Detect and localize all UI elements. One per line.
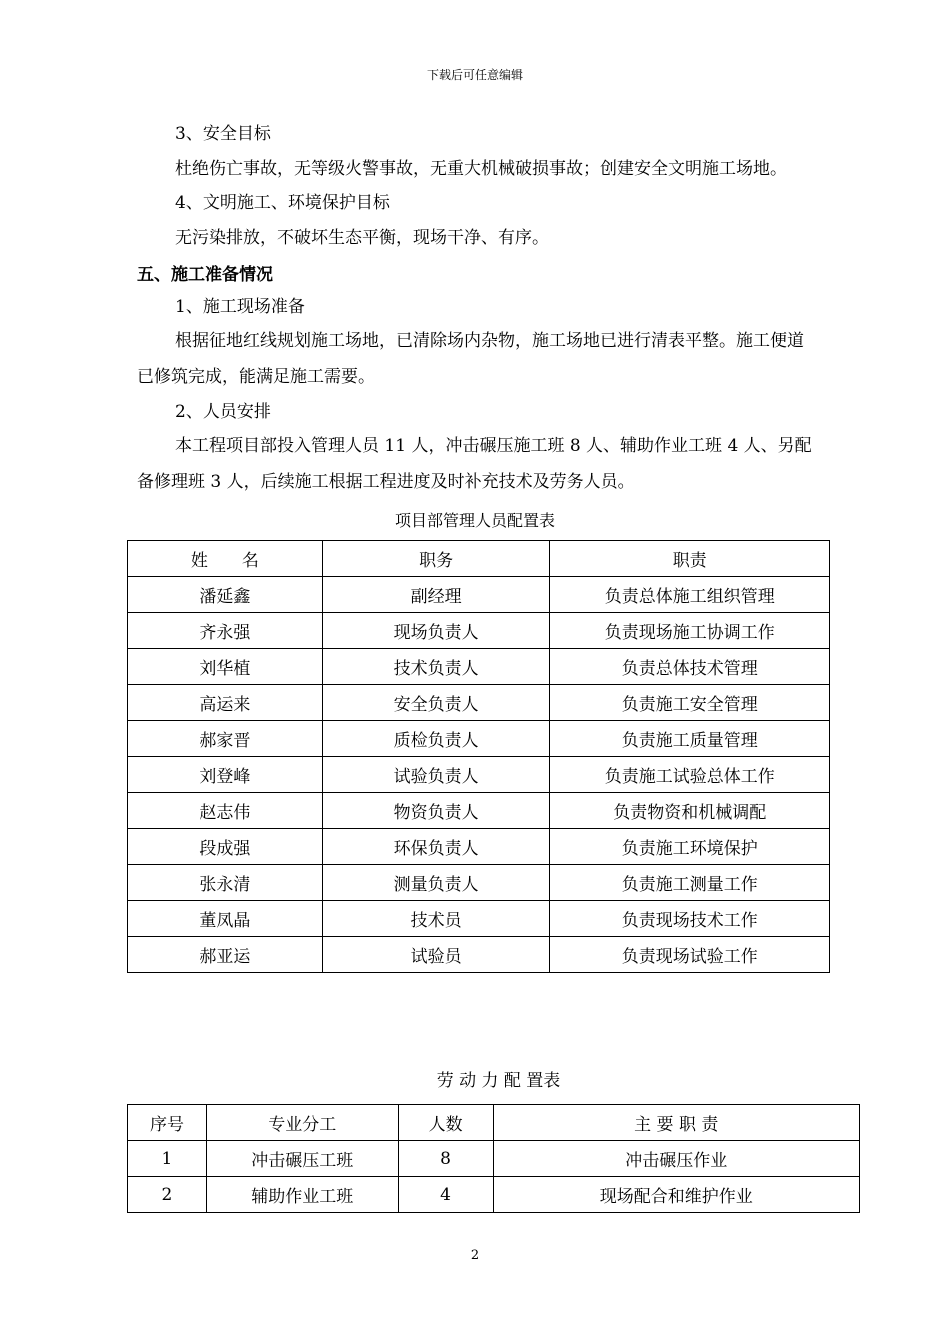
cell-position: 物资负责人 [322, 793, 550, 829]
table-row [128, 1177, 860, 1213]
paragraph-staff-line1: 本工程项目部投入管理人员 11 人，冲击碾压施工班 8 人、辅助作业工班 4 人、另配 [175, 436, 812, 456]
cell-main-duty: 现场配合和维护作业 [493, 1177, 859, 1213]
cell-name: 段成强 [128, 829, 323, 865]
labor-table-caption: 劳 动 力 配 置表 [436, 1071, 561, 1091]
cell-position: 副经理 [322, 577, 550, 613]
cell-specialty: 冲击碾压工班 [206, 1141, 398, 1177]
cell-index: 2 [128, 1177, 207, 1213]
page-header: 下载后可任意编辑 [426, 68, 523, 82]
cell-position: 安全负责人 [322, 685, 550, 721]
table-row [128, 901, 830, 937]
paragraph-site-line2: 已修筑完成，能满足施工需要。 [137, 367, 375, 387]
cell-index: 1 [128, 1141, 207, 1177]
cell-name: 齐永强 [128, 613, 323, 649]
header-position: 职务 [322, 541, 550, 577]
cell-name: 高运来 [128, 685, 323, 721]
subheading-site-preparation: 1、施工现场准备 [175, 297, 305, 317]
cell-duty: 负责物资和机械调配 [550, 793, 830, 829]
cell-name: 董凤晶 [128, 901, 323, 937]
table-row [128, 721, 830, 757]
table-row [128, 577, 830, 613]
cell-name: 郝亚运 [128, 937, 323, 973]
table-row [128, 649, 830, 685]
cell-headcount: 4 [398, 1177, 493, 1213]
cell-duty: 负责施工环境保护 [550, 829, 830, 865]
cell-position: 试验员 [322, 937, 550, 973]
table-row [128, 1141, 860, 1177]
table-header-row [128, 541, 830, 577]
page-number: 2 [470, 1248, 480, 1263]
staff-table [127, 540, 830, 973]
cell-position: 环保负责人 [322, 829, 550, 865]
header-specialty: 专业分工 [206, 1105, 398, 1141]
cell-name: 赵志伟 [128, 793, 323, 829]
subheading-civilized-construction: 4、文明施工、环境保护目标 [175, 193, 390, 213]
paragraph-staff-line2: 备修理班 3 人，后续施工根据工程进度及时补充技术及劳务人员。 [137, 472, 635, 492]
cell-duty: 负责总体施工组织管理 [550, 577, 830, 613]
cell-name: 刘华植 [128, 649, 323, 685]
table-row [128, 757, 830, 793]
cell-position: 测量负责人 [322, 865, 550, 901]
cell-main-duty: 冲击碾压作业 [493, 1141, 859, 1177]
subheading-staffing: 2、人员安排 [175, 402, 271, 422]
subheading-safety-goal: 3、安全目标 [175, 124, 271, 144]
cell-duty: 负责总体技术管理 [550, 649, 830, 685]
paragraph-environment: 无污染排放，不破坏生态平衡，现场干净、有序。 [175, 228, 549, 248]
cell-position: 技术员 [322, 901, 550, 937]
staff-table-caption: 项目部管理人员配置表 [394, 511, 555, 530]
cell-duty: 负责施工试验总体工作 [550, 757, 830, 793]
labor-table [127, 1104, 860, 1213]
cell-specialty: 辅助作业工班 [206, 1177, 398, 1213]
header-duty: 职责 [550, 541, 830, 577]
cell-name: 刘登峰 [128, 757, 323, 793]
table-row [128, 829, 830, 865]
paragraph-safety-goal: 杜绝伤亡事故，无等级火警事故，无重大机械破损事故；创建安全文明施工场地。 [175, 159, 787, 179]
cell-headcount: 8 [398, 1141, 493, 1177]
cell-duty: 负责施工测量工作 [550, 865, 830, 901]
header-name: 姓 名 [128, 541, 323, 577]
cell-duty: 负责现场施工协调工作 [550, 613, 830, 649]
cell-position: 质检负责人 [322, 721, 550, 757]
cell-duty: 负责施工质量管理 [550, 721, 830, 757]
table-row [128, 793, 830, 829]
cell-position: 试验负责人 [322, 757, 550, 793]
header-headcount: 人数 [398, 1105, 493, 1141]
section-heading: 五、施工准备情况 [137, 265, 273, 285]
cell-name: 郝家晋 [128, 721, 323, 757]
paragraph-site-line1: 根据征地红线规划施工场地，已清除场内杂物，施工场地已进行清表平整。施工便道 [175, 331, 804, 351]
cell-name: 张永清 [128, 865, 323, 901]
cell-position: 技术负责人 [322, 649, 550, 685]
table-row [128, 685, 830, 721]
header-main-duty: 主 要 职 责 [493, 1105, 859, 1141]
header-index: 序号 [128, 1105, 207, 1141]
cell-duty: 负责现场技术工作 [550, 901, 830, 937]
cell-duty: 负责现场试验工作 [550, 937, 830, 973]
cell-position: 现场负责人 [322, 613, 550, 649]
table-row [128, 937, 830, 973]
cell-name: 潘延鑫 [128, 577, 323, 613]
table-row [128, 613, 830, 649]
cell-duty: 负责施工安全管理 [550, 685, 830, 721]
table-row [128, 865, 830, 901]
table-header-row [128, 1105, 860, 1141]
